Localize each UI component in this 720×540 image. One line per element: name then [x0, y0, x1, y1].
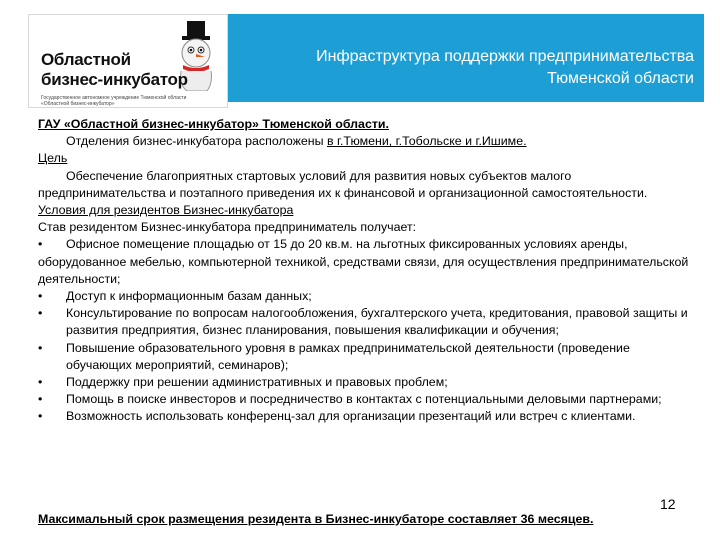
banner-title-line-1: Инфраструктура поддержки предпринимательства — [316, 48, 694, 65]
logo-title-line-1: Областной — [41, 50, 131, 69]
list-item-text: Возможность использовать конференц-зал для организации презентаций или встреч с клиентами. — [66, 409, 636, 424]
list-item — [38, 408, 698, 425]
goal-label: Цель — [38, 151, 68, 166]
list-item — [38, 305, 698, 339]
title-banner — [228, 14, 704, 102]
logo-subtitle-line-2: «Областной бизнес-инкубатор» — [41, 101, 115, 107]
list-item — [38, 340, 698, 374]
bullet-dot: • — [38, 306, 43, 321]
slide-body — [38, 116, 698, 426]
branches-paragraph — [38, 133, 698, 150]
list-item-text: Доступ к информационным базам данных; — [66, 289, 312, 304]
goal-text: Обеспечение благоприятных стартовых условий для развития новых субъектов малого предпринимательства и поэтапного приведения их к финансовой и организационной самостоятельности. — [38, 168, 648, 200]
list-item — [38, 374, 698, 391]
logo-title-line-2: бизнес-инкубатор — [41, 70, 188, 89]
bullet-dot: • — [38, 392, 43, 407]
organization-heading: ГАУ «Областной бизнес-инкубатор» Тюменской области. — [38, 117, 389, 131]
bullet-dot: • — [38, 409, 43, 424]
list-item — [38, 391, 698, 408]
bullet-dot: • — [38, 237, 43, 252]
logo — [28, 14, 228, 108]
list-item-text: Консультирование по вопросам налогообложения, бухгалтерского учета, кредитования, правовой защиты и развития предприятия, бизнес планирования, повышения квалификации и обучения; — [66, 306, 688, 338]
bullet-dot: • — [38, 375, 43, 390]
list-item — [38, 288, 698, 305]
list-item-text: Поддержку при решении административных и правовых проблем; — [66, 375, 448, 390]
list-item-text: Помощь в поиске инвесторов и посредничество в контактах с потенциальными деловыми партнерами; — [66, 392, 662, 407]
branches-cities: в г.Тюмени, г.Тобольске и г.Ишиме. — [326, 134, 527, 149]
branches-prefix: Отделения бизнес-инкубатора расположены — [66, 134, 327, 149]
banner-title-line-2: Тюменской области — [547, 70, 694, 87]
bullet-dot: • — [38, 289, 43, 304]
header — [0, 0, 720, 112]
logo-subtitle-line-1: Государственное автономное учреждение Тюменской области — [41, 95, 187, 101]
conditions-label: Условия для резидентов Бизнес-инкубатора — [38, 203, 294, 218]
list-item — [38, 236, 698, 288]
bullet-dot: • — [38, 340, 43, 355]
list-item-text: Повышение образовательного уровня в рамках предпринимательской деятельности (проведение обучающих мероприятий, семинаров); — [66, 340, 630, 372]
conditions-intro: Став резидентом Бизнес-инкубатора предприниматель получает: — [38, 220, 417, 235]
list-item-text: Офисное помещение площадью от 15 до 20 кв.м. на льготных фиксированных условиях аренды, оборудованное мебелью, компьютерной техникой, средствами связи, для осуществления предпринимательской деятельности; — [38, 237, 689, 286]
page-number: 12 — [660, 496, 676, 512]
residency-term-note: Максимальный срок размещения резидента в Бизнес-инкубаторе составляет 36 месяцев. — [38, 512, 594, 526]
